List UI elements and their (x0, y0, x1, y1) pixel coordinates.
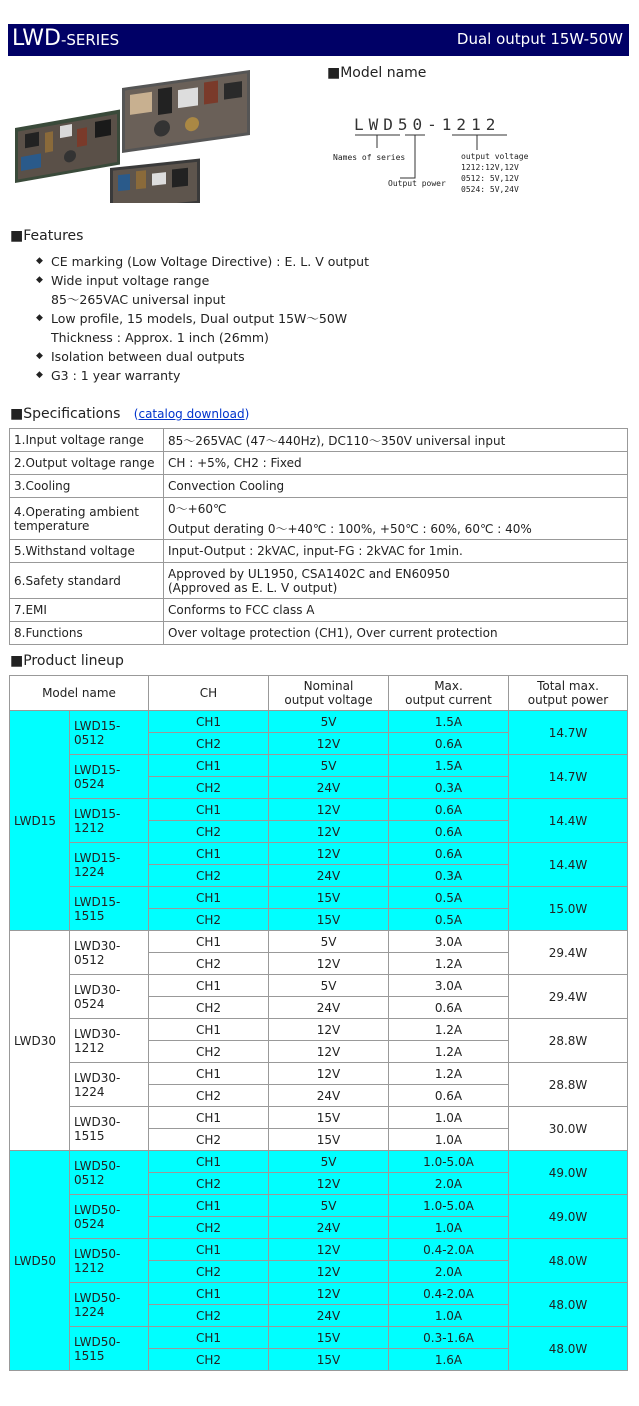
voltage-cell: 15V (269, 1129, 389, 1151)
series-group-cell: LWD15 (10, 711, 70, 931)
current-cell: 1.0A (389, 1305, 509, 1327)
current-cell: 0.3-1.6A (389, 1327, 509, 1349)
specifications-heading: ■Specifications (catalog download) (10, 406, 250, 422)
current-cell: 0.4-2.0A (389, 1283, 509, 1305)
ch-cell: CH2 (149, 777, 269, 799)
current-cell: 1.0A (389, 1107, 509, 1129)
ch-cell: CH2 (149, 909, 269, 931)
table-row (10, 1063, 628, 1085)
voltage-cell: 15V (269, 1107, 389, 1129)
voltage-cell: 5V (269, 931, 389, 953)
current-cell: 0.3A (389, 865, 509, 887)
table-row (10, 1195, 628, 1217)
spec-value: Input-Output : 2kVAC, input-FG : 2kVAC for 1min. (164, 540, 628, 563)
current-cell: 1.0A (389, 1217, 509, 1239)
current-cell: 0.6A (389, 997, 509, 1019)
voltage-cell: 5V (269, 755, 389, 777)
feature-item: ◆ CE marking (Low Voltage Directive) : E. L. V output (36, 252, 369, 271)
current-cell: 1.0-5.0A (389, 1195, 509, 1217)
ch-cell: CH2 (149, 997, 269, 1019)
voltage-cell: 12V (269, 953, 389, 975)
current-cell: 1.0A (389, 1129, 509, 1151)
model-cell: LWD30-1515 (70, 1107, 149, 1151)
current-cell: 3.0A (389, 931, 509, 953)
ch-cell: CH1 (149, 1019, 269, 1041)
ch-cell: CH2 (149, 1129, 269, 1151)
voltage-cell: 5V (269, 711, 389, 733)
series-name: LWD-SERIES (12, 26, 120, 51)
spec-value: Conforms to FCC class A (164, 599, 628, 622)
voltage-line-2: 0512: 5V,12V (461, 174, 519, 183)
ch-cell: CH1 (149, 975, 269, 997)
voltage-cell: 12V (269, 843, 389, 865)
current-cell: 2.0A (389, 1261, 509, 1283)
table-row (10, 1239, 628, 1261)
ch-cell: CH1 (149, 931, 269, 953)
ch-cell: CH2 (149, 1261, 269, 1283)
model-cell: LWD15-1515 (70, 887, 149, 931)
power-cell: 48.0W (509, 1283, 628, 1327)
power-cell: 49.0W (509, 1151, 628, 1195)
power-cell: 15.0W (509, 887, 628, 931)
current-cell: 0.6A (389, 1085, 509, 1107)
spec-value: 85～265VAC (47～440Hz), DC110～350V universal input (164, 429, 628, 452)
spec-key: 7.EMI (10, 599, 164, 622)
ch-cell: CH2 (149, 865, 269, 887)
voltage-cell: 12V (269, 1239, 389, 1261)
spec-row (10, 563, 628, 599)
model-cell: LWD15-1224 (70, 843, 149, 887)
voltage-cell: 5V (269, 1195, 389, 1217)
spec-key: 8.Functions (10, 622, 164, 645)
ch-cell: CH2 (149, 1217, 269, 1239)
table-row (10, 1019, 628, 1041)
model-cell: LWD15-0524 (70, 755, 149, 799)
ch-cell: CH2 (149, 1041, 269, 1063)
voltage-cell: 12V (269, 1063, 389, 1085)
voltage-cell: 15V (269, 1349, 389, 1371)
feature-item: ◆ G3 : 1 year warranty (36, 366, 369, 385)
feature-item: ◆ Wide input voltage range (36, 271, 369, 290)
table-row (10, 799, 628, 821)
ch-cell: CH1 (149, 755, 269, 777)
ch-cell: CH1 (149, 1283, 269, 1305)
power-cell: 29.4W (509, 931, 628, 975)
lineup-heading: ■Product lineup (10, 653, 124, 669)
catalog-download-link[interactable]: catalog download (138, 407, 245, 421)
title-bar (8, 24, 629, 56)
current-cell: 1.2A (389, 953, 509, 975)
model-cell: LWD50-0524 (70, 1195, 149, 1239)
voltage-cell: 24V (269, 1085, 389, 1107)
label-output-voltage: output voltage (461, 152, 529, 161)
current-cell: 0.6A (389, 733, 509, 755)
series-group-cell: LWD50 (10, 1151, 70, 1371)
ch-cell: CH1 (149, 1063, 269, 1085)
features-list (36, 252, 369, 385)
voltage-cell: 24V (269, 1305, 389, 1327)
spec-row (10, 475, 628, 498)
power-cell: 28.8W (509, 1019, 628, 1063)
current-cell: 1.5A (389, 711, 509, 733)
table-row (10, 1107, 628, 1129)
ch-cell: CH1 (149, 1239, 269, 1261)
current-cell: 3.0A (389, 975, 509, 997)
current-cell: 1.0-5.0A (389, 1151, 509, 1173)
spec-key: 6.Safety standard (10, 563, 164, 599)
ch-cell: CH2 (149, 733, 269, 755)
voltage-cell: 12V (269, 1019, 389, 1041)
model-cell: LWD30-0524 (70, 975, 149, 1019)
spec-key: 4.Operating ambient temperature (10, 498, 164, 540)
ch-cell: CH2 (149, 953, 269, 975)
spec-key: 3.Cooling (10, 475, 164, 498)
ch-cell: CH1 (149, 1195, 269, 1217)
power-cell: 14.4W (509, 799, 628, 843)
ch-cell: CH1 (149, 1327, 269, 1349)
features-heading: ■Features (10, 228, 84, 244)
power-cell: 30.0W (509, 1107, 628, 1151)
table-row (10, 1327, 628, 1349)
label-names-of-series: Names of series (333, 153, 406, 162)
spec-row (10, 622, 628, 645)
voltage-cell: 12V (269, 1261, 389, 1283)
voltage-cell: 12V (269, 1041, 389, 1063)
table-row (10, 1283, 628, 1305)
voltage-cell: 5V (269, 1151, 389, 1173)
spec-row (10, 498, 628, 540)
spec-key: 2.Output voltage range (10, 452, 164, 475)
voltage-line-3: 0524: 5V,24V (461, 185, 519, 194)
spec-value: Convection Cooling (164, 475, 628, 498)
ch-cell: CH1 (149, 843, 269, 865)
table-row (10, 843, 628, 865)
lineup-header: Nominal output voltage (269, 676, 389, 711)
power-cell: 48.0W (509, 1327, 628, 1371)
model-cell: LWD50-1515 (70, 1327, 149, 1371)
current-cell: 0.6A (389, 821, 509, 843)
lineup-header: Model name (10, 676, 149, 711)
voltage-cell: 12V (269, 799, 389, 821)
spec-key: 1.Input voltage range (10, 429, 164, 452)
ch-cell: CH2 (149, 1349, 269, 1371)
feature-item-continued: Thickness : Approx. 1 inch (26mm) (51, 330, 269, 345)
feature-item-continued: 85～265VAC universal input (51, 292, 226, 307)
voltage-cell: 15V (269, 909, 389, 931)
current-cell: 0.6A (389, 799, 509, 821)
power-cell: 14.7W (509, 711, 628, 755)
product-lineup-table (9, 675, 628, 1371)
spec-row (10, 599, 628, 622)
model-name-heading: ■Model name (327, 65, 427, 81)
voltage-cell: 12V (269, 821, 389, 843)
ch-cell: CH1 (149, 887, 269, 909)
power-cell: 29.4W (509, 975, 628, 1019)
voltage-cell: 24V (269, 865, 389, 887)
specifications-table (9, 428, 628, 645)
feature-item: ◆ Isolation between dual outputs (36, 347, 369, 366)
series-subtitle: Dual output 15W-50W (456, 30, 623, 48)
table-row (10, 975, 628, 997)
voltage-cell: 24V (269, 997, 389, 1019)
current-cell: 0.3A (389, 777, 509, 799)
voltage-cell: 12V (269, 1173, 389, 1195)
spec-value: CH : +5%, CH2 : Fixed (164, 452, 628, 475)
voltage-line-1: 1212:12V,12V (461, 163, 519, 172)
table-row (10, 755, 628, 777)
ch-cell: CH2 (149, 821, 269, 843)
power-cell: 49.0W (509, 1195, 628, 1239)
ch-cell: CH1 (149, 711, 269, 733)
current-cell: 0.6A (389, 843, 509, 865)
model-cell: LWD50-0512 (70, 1151, 149, 1195)
lineup-header: CH (149, 676, 269, 711)
current-cell: 1.6A (389, 1349, 509, 1371)
label-output-power: Output power (388, 179, 446, 188)
spec-row (10, 540, 628, 563)
ch-cell: CH2 (149, 1305, 269, 1327)
power-cell: 14.7W (509, 755, 628, 799)
spec-value: 0～+60℃ Output derating 0～+40℃ : 100%, +50℃ : 60%, 60℃ : 40% (164, 498, 628, 540)
feature-item: ◆ Low profile, 15 models, Dual output 15W～50W (36, 309, 369, 328)
model-cell: LWD30-1212 (70, 1019, 149, 1063)
ch-cell: CH1 (149, 1107, 269, 1129)
voltage-cell: 12V (269, 733, 389, 755)
current-cell: 1.2A (389, 1041, 509, 1063)
voltage-cell: 24V (269, 777, 389, 799)
lineup-header: Max. output current (389, 676, 509, 711)
table-row (10, 887, 628, 909)
model-cell: LWD15-0512 (70, 711, 149, 755)
spec-row (10, 429, 628, 452)
model-cell: LWD30-1224 (70, 1063, 149, 1107)
current-cell: 1.2A (389, 1019, 509, 1041)
lineup-header: Total max. output power (509, 676, 628, 711)
spec-value: Approved by UL1950, CSA1402C and EN60950 (Approved as E. L. V output) (164, 563, 628, 599)
current-cell: 0.5A (389, 909, 509, 931)
series-group-cell: LWD30 (10, 931, 70, 1151)
model-cell: LWD50-1212 (70, 1239, 149, 1283)
model-cell: LWD15-1212 (70, 799, 149, 843)
table-row (10, 931, 628, 953)
spec-value: Over voltage protection (CH1), Over current protection (164, 622, 628, 645)
product-photo (10, 68, 255, 203)
table-row (10, 711, 628, 733)
ch-cell: CH1 (149, 799, 269, 821)
current-cell: 1.2A (389, 1063, 509, 1085)
spec-key: 5.Withstand voltage (10, 540, 164, 563)
ch-cell: CH1 (149, 1151, 269, 1173)
voltage-cell: 15V (269, 1327, 389, 1349)
spec-row (10, 452, 628, 475)
table-row (10, 1151, 628, 1173)
current-cell: 1.5A (389, 755, 509, 777)
model-name-diagram (330, 110, 560, 205)
current-cell: 0.5A (389, 887, 509, 909)
model-cell: LWD30-0512 (70, 931, 149, 975)
power-cell: 48.0W (509, 1239, 628, 1283)
power-cell: 28.8W (509, 1063, 628, 1107)
voltage-cell: 5V (269, 975, 389, 997)
power-cell: 14.4W (509, 843, 628, 887)
current-cell: 2.0A (389, 1173, 509, 1195)
ch-cell: CH2 (149, 1085, 269, 1107)
ch-cell: CH2 (149, 1173, 269, 1195)
voltage-cell: 12V (269, 1283, 389, 1305)
voltage-cell: 24V (269, 1217, 389, 1239)
model-cell: LWD50-1224 (70, 1283, 149, 1327)
model-code: LWD50-1212 (354, 115, 501, 134)
current-cell: 0.4-2.0A (389, 1239, 509, 1261)
voltage-cell: 15V (269, 887, 389, 909)
